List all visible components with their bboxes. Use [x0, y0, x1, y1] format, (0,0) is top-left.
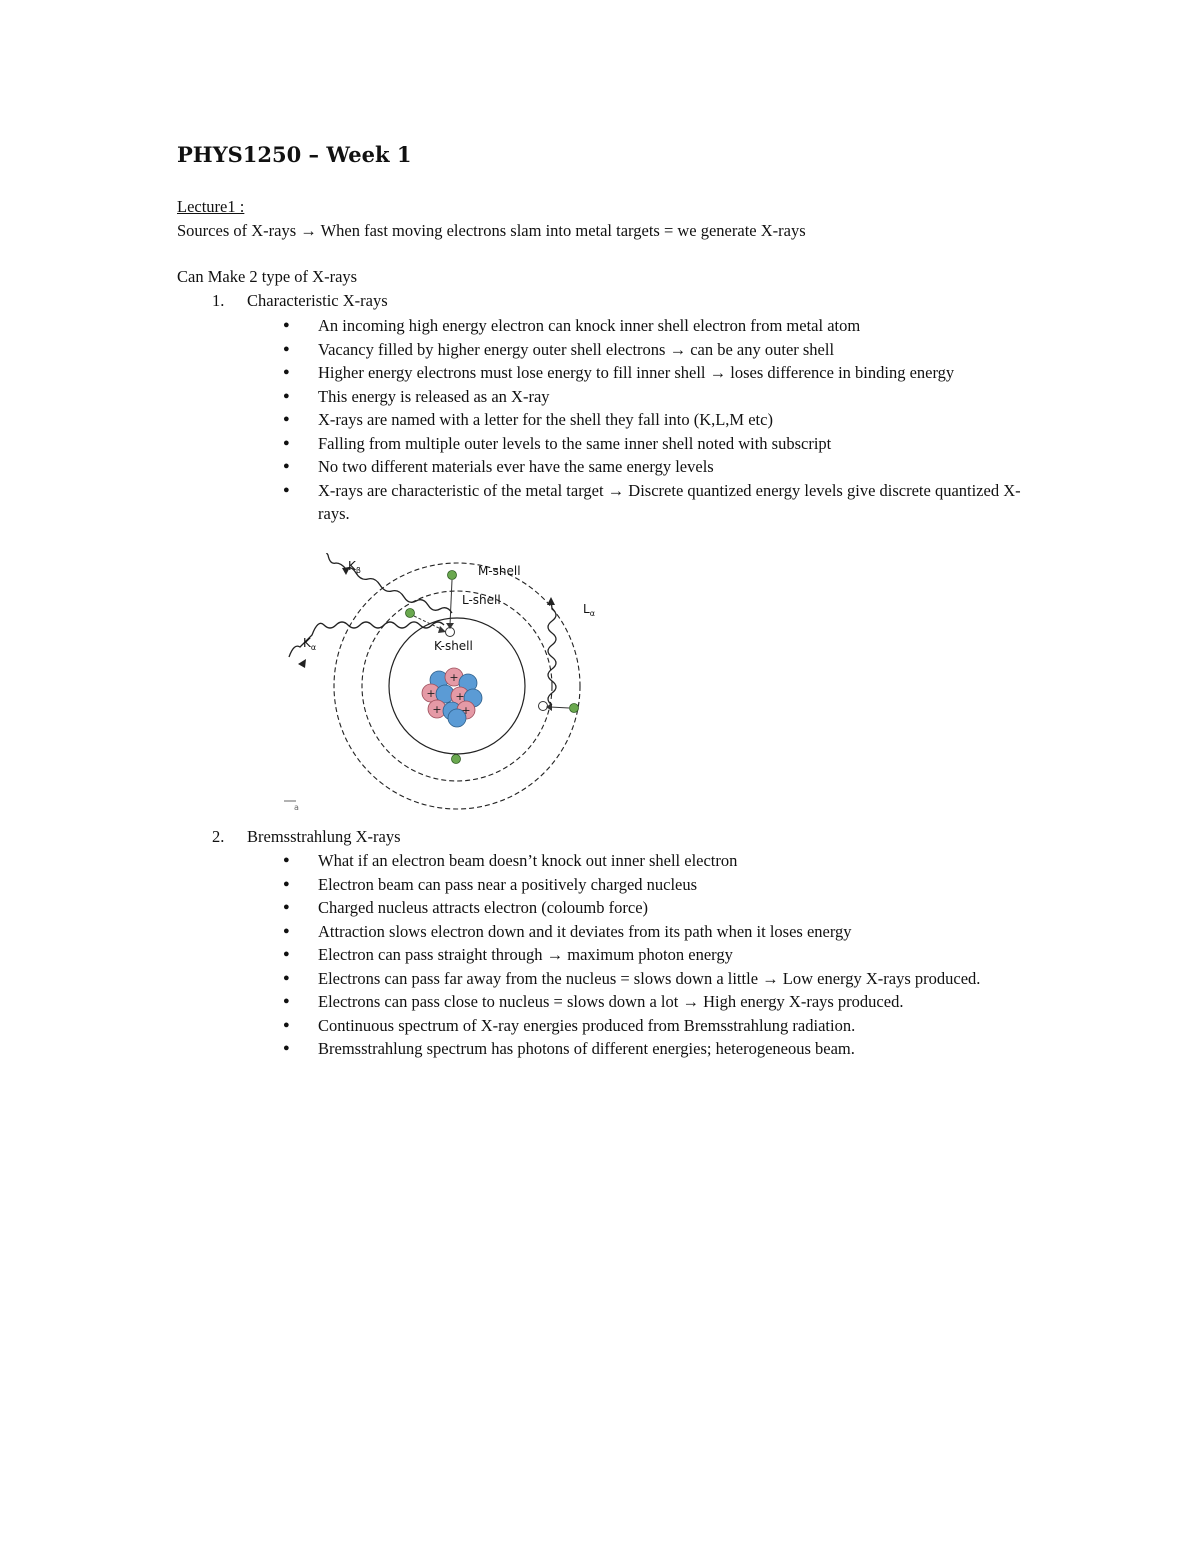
svg-text:+: +	[449, 671, 459, 684]
list-item: ● No two different materials ever have the same energy levels	[283, 455, 1023, 479]
list-item: ● Electron can pass straight through → maximum photon energy	[283, 943, 1023, 967]
section-heading-characteristic	[212, 291, 388, 311]
list-item: ● Continuous spectrum of X-ray energies produced from Bremsstrahlung radiation.	[283, 1014, 1023, 1038]
k-alpha-label	[303, 636, 316, 652]
k-shell-electron	[452, 755, 461, 764]
m-shell-ring	[334, 563, 580, 809]
k-alpha-subscript: α	[310, 643, 317, 652]
l-shell-label: L-shell	[462, 593, 501, 607]
corner-mark: a	[294, 803, 299, 812]
sources-line: Sources of X-rays → When fast moving electrons slam into metal targets = we generate X-rays	[177, 221, 806, 240]
intro-line: Can Make 2 type of X-rays	[177, 267, 358, 286]
k-beta-subscript: β	[355, 566, 361, 575]
section-number: 2.	[212, 827, 225, 846]
svg-text:+: +	[461, 704, 471, 717]
page-title: PHYS1250 – Week 1	[177, 142, 412, 167]
k-shell-label: K-shell	[434, 639, 473, 653]
list-item: ● X-rays are characteristic of the metal target → Discrete quantized energy levels give discrete quantized X-rays.	[283, 479, 1023, 526]
list-item: ● Attraction slows electron down and it deviates from its path when it loses energy	[283, 920, 1023, 944]
list-item: ● Electrons can pass far away from the nucleus = slows down a little → Low energy X-rays produced.	[283, 967, 1023, 991]
l-alpha-letter: L	[583, 602, 590, 616]
bremsstrahlung-bullets	[283, 849, 1023, 1061]
list-item: ● Bremsstrahlung spectrum has photons of different energies; heterogeneous beam.	[283, 1037, 1023, 1061]
k-beta-photon	[324, 553, 452, 613]
atom-shell-diagram	[284, 553, 614, 818]
l-shell-ring	[362, 591, 552, 781]
l-alpha-label	[583, 602, 595, 618]
list-item: ● X-rays are named with a letter for the shell they fall into (K,L,M etc)	[283, 408, 1023, 432]
m-shell-label: M-shell	[478, 564, 521, 578]
m-to-l-arrow	[550, 707, 569, 708]
list-item: ● Charged nucleus attracts electron (coloumb force)	[283, 896, 1023, 920]
section-heading-bremsstrahlung	[212, 827, 401, 847]
m-shell-electron-right	[570, 704, 579, 713]
svg-text:+: +	[455, 690, 465, 703]
list-item: ● An incoming high energy electron can knock inner shell electron from metal atom	[283, 314, 1023, 338]
k-beta-letter: K	[348, 559, 356, 573]
l-shell-vacancy	[539, 702, 548, 711]
l-alpha-subscript: α	[589, 609, 595, 618]
list-item: ● Electrons can pass close to nucleus = slows down a lot → High energy X-rays produced.	[283, 990, 1023, 1014]
list-item: ● Vacancy filled by higher energy outer shell electrons → can be any outer shell	[283, 338, 1023, 362]
section-title: Characteristic X-rays	[247, 291, 388, 310]
lecture-label: Lecture1 :	[177, 197, 245, 216]
k-alpha-photon-arrowhead	[298, 659, 306, 668]
list-item: ● Higher energy electrons must lose energy to fill inner shell → loses difference in binding energy	[283, 361, 1023, 385]
section-number: 1.	[212, 291, 225, 310]
l-alpha-photon-arrowhead	[547, 597, 555, 605]
m-shell-electron	[448, 571, 457, 580]
nucleus	[422, 668, 482, 727]
list-item: ● What if an electron beam doesn’t knock out inner shell electron	[283, 849, 1023, 873]
list-item: ● Falling from multiple outer levels to the same inner shell noted with subscript	[283, 432, 1023, 456]
characteristic-bullets	[283, 314, 1023, 526]
k-alpha-letter: K	[303, 636, 311, 650]
section-title: Bremsstrahlung X-rays	[247, 827, 401, 846]
l-to-k-arrowhead	[438, 626, 446, 633]
k-beta-label	[348, 559, 361, 575]
l-shell-electron	[406, 609, 415, 618]
list-item: ● Electron beam can pass near a positively charged nucleus	[283, 873, 1023, 897]
svg-text:+: +	[426, 687, 436, 700]
list-item: ● This energy is released as an X-ray	[283, 385, 1023, 409]
svg-text:+: +	[432, 703, 442, 716]
